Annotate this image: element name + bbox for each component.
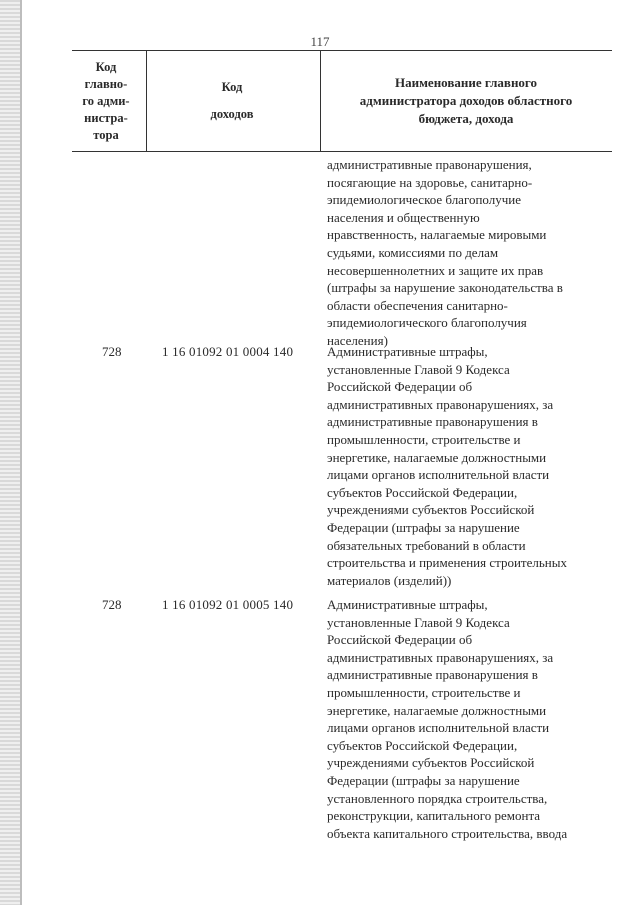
text-line: нравственность, налагаемые мировыми [327, 227, 547, 243]
text-line: судьями, комиссиями по делам [327, 244, 499, 260]
scan-edge [0, 0, 22, 905]
text-line: административные правонарушения, [327, 157, 532, 172]
header-admin-code-line: главно- [84, 76, 128, 91]
text-line: учреждениями субъектов Российской [327, 502, 535, 518]
text-line: установленные Главой 9 Кодекса [327, 614, 510, 630]
text-line: населения) [327, 332, 388, 348]
continuation-text [327, 156, 612, 350]
text-line: реконструкции, капитального ремонта [327, 808, 541, 824]
text-line: лицами органов исполнительной власти [327, 720, 550, 736]
text-line: материалов (изделий)) [327, 572, 452, 588]
page-number: 117 [310, 34, 330, 49]
header-admin-code-line: тора [93, 127, 119, 142]
text-line: области обеспечения санитарно- [327, 297, 508, 313]
header-name [320, 51, 612, 151]
text-line: административные правонарушения в [327, 667, 538, 683]
header-income-code-line: доходов [210, 107, 254, 121]
text-line: Административные штрафы, [327, 597, 488, 612]
income-name [327, 596, 612, 842]
text-line: энергетике, налагаемые должностными [327, 702, 547, 718]
table-header [72, 50, 612, 152]
text-line: строительства и применения строительных [327, 555, 567, 571]
text-line: промышленности, строительстве и [327, 684, 521, 700]
text-line: учреждениями субъектов Российской [327, 755, 535, 771]
text-line: субъектов Российской Федерации, [327, 737, 518, 753]
text-line: Административные штрафы, [327, 344, 488, 359]
text-line: посягающие на здоровье, санитарно- [327, 174, 533, 190]
text-line: эпидемиологическое благополучие [327, 192, 521, 208]
text-line: обязательных требований в области [327, 537, 526, 553]
text-line: установленного порядка строительства, [327, 790, 548, 806]
header-admin-code-line: го адми- [82, 93, 130, 108]
text-line: энергетике, налагаемые должностными [327, 449, 547, 465]
admin-code: 728 [102, 597, 122, 612]
text-line: административные правонарушения в [327, 414, 538, 430]
header-admin-code-line: Код [95, 59, 117, 74]
header-income-code-line: Код [221, 80, 243, 94]
income-code: 1 16 01092 01 0004 140 [162, 344, 294, 359]
header-name-line: администратора доходов областного [359, 93, 573, 108]
column-divider [146, 51, 147, 151]
text-line: Федерации (штрафы за нарушение [327, 519, 520, 535]
income-name [327, 343, 612, 589]
income-code: 1 16 01092 01 0005 140 [162, 597, 294, 612]
header-income-code [152, 51, 312, 151]
text-line: несовершеннолетних и защите их прав [327, 262, 544, 278]
text-line: установленные Главой 9 Кодекса [327, 361, 510, 377]
header-admin-code [72, 51, 140, 151]
header-name-line: Наименование главного [394, 75, 538, 90]
text-line: объекта капитального строительства, ввода [327, 825, 568, 841]
text-line: Федерации (штрафы за нарушение [327, 772, 520, 788]
text-line: административных правонарушениях, за [327, 396, 554, 412]
header-admin-code-line: нистра- [84, 110, 128, 125]
text-line: Российской Федерации об [327, 632, 473, 648]
text-line: административных правонарушениях, за [327, 649, 554, 665]
text-line: лицами органов исполнительной власти [327, 467, 550, 483]
header-name-line: бюджета, дохода [418, 111, 514, 126]
text-line: промышленности, строительстве и [327, 431, 521, 447]
text-line: эпидемиологического благополучия [327, 315, 527, 331]
text-line: (штрафы за нарушение законодательства в [327, 280, 563, 296]
text-line: населения и общественную [327, 209, 480, 225]
admin-code: 728 [102, 344, 122, 359]
text-line: Российской Федерации об [327, 379, 473, 395]
text-line: субъектов Российской Федерации, [327, 484, 518, 500]
